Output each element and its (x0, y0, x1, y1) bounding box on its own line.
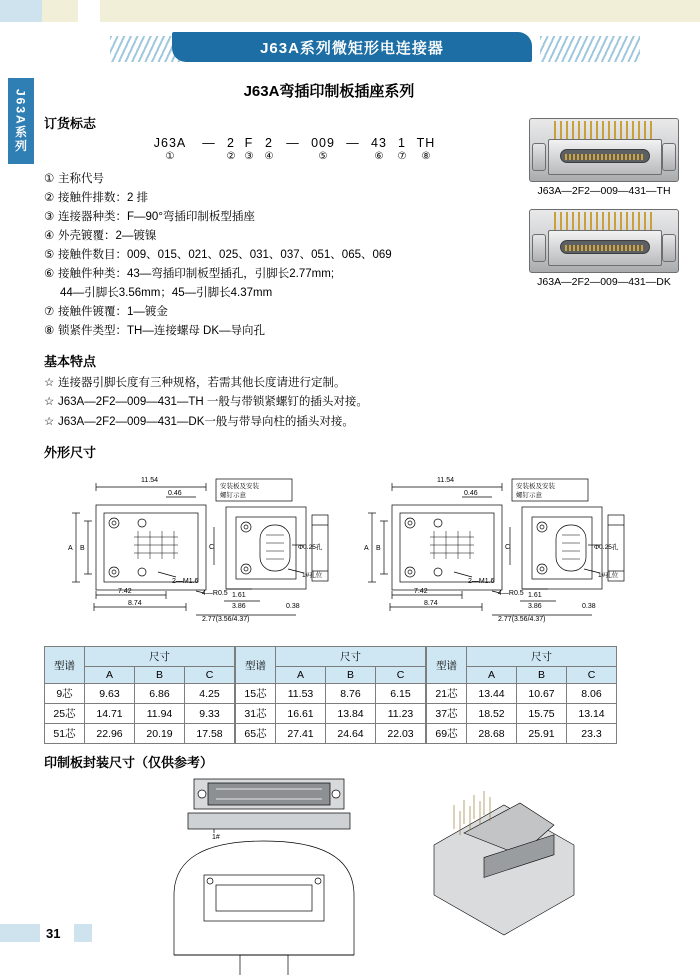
code-dash-3: — (346, 136, 360, 150)
table-header-c: C (567, 667, 617, 684)
code-part-7: 1 (398, 136, 406, 150)
note-marker: ③ (44, 210, 55, 223)
note-box-line1: 安装板及安装 (516, 483, 555, 491)
spec-table-group-1 (44, 646, 235, 744)
list-item (44, 374, 684, 394)
code-index-7: ⑦ (397, 151, 407, 162)
code-part-4: 2 (265, 136, 273, 150)
note-box-line2: 螺钉示意 (516, 492, 542, 500)
code-part-3: F (244, 136, 254, 150)
dim-label-phi: Φ0.25孔 (594, 544, 619, 552)
cell-c: 9.33 (185, 704, 235, 724)
table-row (45, 704, 235, 724)
note-text: 接触件排数：2 排 (58, 191, 149, 204)
note-text: 接触件种类：43—弯插印制板型插孔，引脚长2.77mm; (58, 267, 335, 280)
cell-model: 51芯 (45, 724, 85, 744)
cell-a: 14.71 (85, 704, 135, 724)
list-item (44, 208, 684, 227)
dim-label-top: 11.54 (141, 477, 158, 485)
outline-section-title: 外形尺寸 (44, 445, 97, 461)
table-header-model: 型谱 (236, 647, 276, 684)
code-part-5: 009 (311, 136, 335, 150)
note-text: 主称代号 (58, 173, 104, 185)
table-row (236, 724, 426, 744)
table-row (427, 684, 617, 704)
dim-label-161: 1.61 (232, 592, 246, 600)
cell-a: 22.96 (85, 724, 135, 744)
note-marker: ① (44, 173, 55, 185)
dim-label-r05: 4—R0.5 (498, 590, 524, 598)
table-header-b: B (135, 667, 185, 684)
list-item (44, 227, 684, 246)
table-header-c: C (376, 667, 426, 684)
table-row (45, 724, 235, 744)
list-item (44, 265, 684, 303)
cell-model: 37芯 (427, 704, 467, 724)
feature-text: J63A—2F2—009—431—TH 一般与带锁紧螺钉的插头对接。 (58, 396, 368, 409)
note-marker: ④ (44, 229, 55, 242)
dim-label-277: 2.77(3.56/4.37) (202, 616, 250, 624)
table-header-dim: 尺寸 (276, 647, 426, 667)
table-row (427, 704, 617, 724)
dim-label-phi: Φ0.25孔 (298, 544, 323, 552)
list-item (44, 189, 684, 208)
dim-label-m16: 2—M1.6 (468, 578, 495, 586)
note-text: 接触件镀覆：1—镀金 (58, 305, 168, 318)
pcb-section-title: 印制板封装尺寸（仅供参考） (44, 755, 214, 771)
dim-label-b: B (80, 545, 85, 553)
cell-model: 31芯 (236, 704, 276, 724)
spec-table-group-3 (426, 646, 617, 744)
top-bar-accent-mid (78, 0, 100, 22)
page-footer (0, 914, 700, 950)
cell-c: 23.3 (567, 724, 617, 744)
table-header-a: A (85, 667, 135, 684)
table-header-b: B (326, 667, 376, 684)
star-icon: ☆ (44, 376, 55, 389)
top-bar-accent-left (0, 0, 42, 22)
outline-drawings (44, 465, 684, 640)
note-box-line2: 螺钉示意 (220, 492, 246, 500)
cell-c: 22.03 (376, 724, 426, 744)
cell-b: 20.19 (135, 724, 185, 744)
features-list (44, 374, 684, 433)
cell-c: 13.14 (567, 704, 617, 724)
feature-text: 连接器引脚长度有三种规格，若需其他长度请进行定制。 (58, 376, 346, 389)
dim-label-top: 11.54 (437, 477, 454, 485)
cell-a: 28.68 (467, 724, 517, 744)
top-decor-bar (0, 0, 700, 22)
cell-c: 6.15 (376, 684, 426, 704)
label-hole1: 1#孔位 (598, 572, 619, 580)
ordering-code-row (144, 136, 684, 150)
dim-label-046: 0.46 (168, 490, 182, 498)
footer-accent-right (74, 924, 92, 942)
ordering-code-indices (144, 151, 684, 162)
cell-a: 13.44 (467, 684, 517, 704)
table-header-c: C (185, 667, 235, 684)
spec-table-group-2 (235, 646, 426, 744)
code-index-2: ② (226, 151, 236, 162)
note-subtext: 44—引脚长3.56mm；45—引脚长4.37mm (60, 286, 273, 299)
page-title: J63A系列微矩形电连接器 (172, 32, 532, 62)
table-header-model: 型谱 (427, 647, 467, 684)
note-marker: ⑧ (44, 324, 55, 337)
code-dash-1: — (202, 136, 216, 150)
code-index-5: ⑤ (318, 151, 328, 162)
dim-label-161: 1.61 (528, 592, 542, 600)
cell-c: 17.58 (185, 724, 235, 744)
table-header-dim: 尺寸 (467, 647, 617, 667)
photo-caption-dk: J63A—2F2—009—431—DK (537, 276, 671, 288)
list-item (44, 246, 684, 265)
dim-label-038: 0.38 (582, 603, 596, 611)
cell-a: 16.61 (276, 704, 326, 724)
cell-b: 24.64 (326, 724, 376, 744)
list-item (44, 170, 684, 189)
footer-accent-left (0, 924, 40, 942)
note-marker: ⑥ (44, 267, 55, 280)
cell-c: 11.23 (376, 704, 426, 724)
cell-model: 69芯 (427, 724, 467, 744)
cell-b: 11.94 (135, 704, 185, 724)
dim-label-b: B (376, 545, 381, 553)
note-marker: ⑦ (44, 305, 55, 318)
section-subtitle: J63A弯插印制板插座系列 (243, 83, 415, 100)
cell-b: 25.91 (517, 724, 567, 744)
note-text: 接触件数目：009、015、021、025、031、037、051、065、069 (58, 248, 392, 261)
dim-label-r05: 4—R0.5 (202, 590, 228, 598)
table-row (45, 684, 235, 704)
cell-a: 11.53 (276, 684, 326, 704)
note-text: 锁紧件类型：TH—连接螺母 DK—导向孔 (58, 324, 265, 337)
pcb-pin-label: 1# (212, 834, 220, 842)
code-part-1: J63A (153, 136, 187, 150)
feature-text: J63A—2F2—009—431—DK一般与带导向柱的插头对接。 (58, 415, 354, 428)
table-row (236, 684, 426, 704)
table-row (236, 704, 426, 724)
dim-label-046: 0.46 (464, 490, 478, 498)
label-hole1: 1#孔位 (302, 572, 323, 580)
table-header-model: 型谱 (45, 647, 85, 684)
code-dash-2: — (286, 136, 300, 150)
page-header (0, 32, 700, 66)
ordering-section-title: 订货标志 (44, 116, 97, 131)
cell-b: 10.67 (517, 684, 567, 704)
cell-b: 15.75 (517, 704, 567, 724)
cell-a: 9.63 (85, 684, 135, 704)
dim-label-874: 8.74 (128, 600, 142, 608)
cell-b: 13.84 (326, 704, 376, 724)
code-index-1: ① (165, 151, 175, 162)
dimension-drawing-svg (44, 465, 664, 640)
list-item (44, 393, 684, 413)
table-header-a: A (467, 667, 517, 684)
cell-model: 9芯 (45, 684, 85, 704)
cell-c: 8.06 (567, 684, 617, 704)
cell-model: 25芯 (45, 704, 85, 724)
note-box-line1: 安装板及安装 (220, 483, 259, 491)
cell-b: 6.86 (135, 684, 185, 704)
code-part-8: TH (416, 136, 436, 150)
dim-label-277: 2.77(3.56/4.37) (498, 616, 546, 624)
code-index-8: ⑧ (421, 151, 431, 162)
main-content (44, 80, 684, 975)
cell-a: 18.52 (467, 704, 517, 724)
dim-label-386: 3.86 (232, 603, 246, 611)
dim-label-m16: 2—M1.6 (172, 578, 199, 586)
list-item (44, 322, 684, 341)
note-marker: ② (44, 191, 55, 204)
note-text: 外壳镀覆：2—镀镍 (58, 229, 157, 242)
list-item (44, 303, 684, 322)
cell-b: 8.76 (326, 684, 376, 704)
page-number: 31 (46, 926, 61, 941)
series-side-tab: J63A系列 (8, 78, 34, 164)
code-index-6: ⑥ (374, 151, 384, 162)
dim-label-a: A (364, 545, 369, 553)
spec-tables (44, 640, 684, 744)
note-marker: ⑤ (44, 248, 55, 261)
header-hatch-right (540, 36, 640, 62)
features-section-title: 基本特点 (44, 353, 97, 369)
cell-model: 65芯 (236, 724, 276, 744)
table-header-b: B (517, 667, 567, 684)
dim-label-c: C (505, 544, 511, 552)
dim-label-742: 7.42 (118, 588, 132, 596)
cell-c: 4.25 (185, 684, 235, 704)
dim-label-c: C (209, 544, 215, 552)
list-item (44, 413, 684, 433)
star-icon: ☆ (44, 415, 55, 428)
code-part-2: 2 (227, 136, 235, 150)
cell-a: 27.41 (276, 724, 326, 744)
dim-label-a: A (68, 545, 73, 553)
note-text: 连接器种类：F—90°弯插印制板型插座 (58, 210, 255, 223)
ordering-notes-list (44, 170, 684, 341)
code-index-4: ④ (264, 151, 274, 162)
star-icon: ☆ (44, 396, 55, 409)
code-index-3: ③ (244, 151, 254, 162)
code-part-6: 43 (371, 136, 387, 150)
dim-label-742: 7.42 (414, 588, 428, 596)
cell-model: 15芯 (236, 684, 276, 704)
table-row (427, 724, 617, 744)
table-header-dim: 尺寸 (85, 647, 235, 667)
photo-caption-th: J63A—2F2—009—431—TH (537, 185, 671, 197)
cell-model: 21芯 (427, 684, 467, 704)
dim-label-038: 0.38 (286, 603, 300, 611)
dim-label-386: 3.86 (528, 603, 542, 611)
header-hatch-left (110, 36, 180, 62)
table-header-a: A (276, 667, 326, 684)
dim-label-874: 8.74 (424, 600, 438, 608)
